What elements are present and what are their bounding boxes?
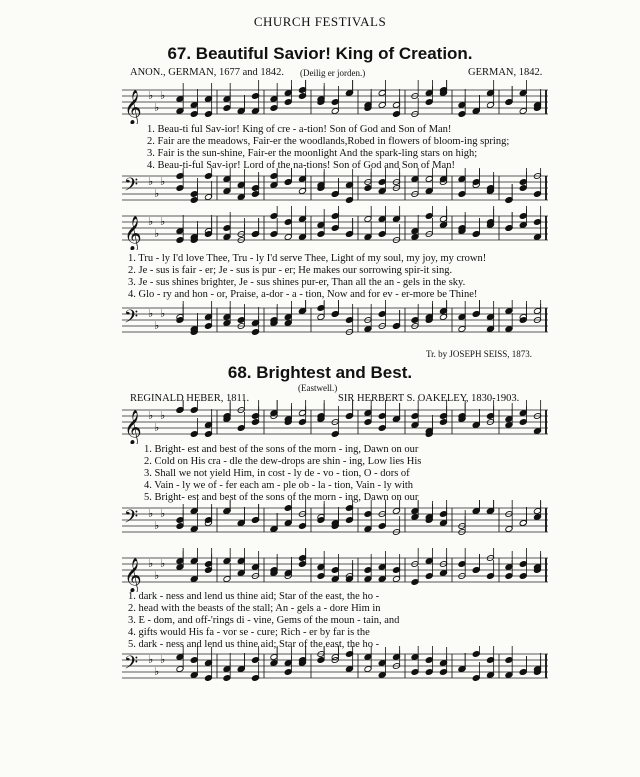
lyric-line: 2. head with the beasts of the stall; An - gels a - dore Him in [128, 603, 381, 614]
lyric-line: 4. gifts would His fa - vor se - cure; Rich - er by far is the [128, 627, 370, 638]
hymn-67-treble-staff-2 [118, 206, 550, 250]
hymn-68-title: 68. Brightest and Best. [227, 363, 413, 382]
hymn-67-composer: GERMAN, 1842. [468, 67, 543, 78]
flat-icon: ♭ [160, 216, 166, 228]
bass-clef-icon: 𝄢 [124, 653, 139, 678]
hymn-67-system-2-lyrics [128, 253, 486, 301]
treble-clef-icon: 𝄞 [124, 410, 142, 444]
flat-icon: ♭ [148, 176, 154, 188]
hymn-67-bass-staff-2 [118, 300, 550, 344]
hymn-67-tune-note: (Deilig er jorden.) [300, 68, 366, 78]
hymn-68-system-1-lyrics [144, 444, 421, 504]
lyric-line: 3. Fair is the sun-shine, Fair-er the moonlight And the spark-ling stars on high; [147, 148, 478, 159]
flat-icon: ♭ [148, 216, 154, 228]
flat-icon: ♭ [160, 558, 166, 570]
hymn-68-treble-staff-2 [118, 548, 550, 592]
hymn-67-title: 67. Beautiful Savior! King of Creation. [167, 44, 473, 63]
flat-icon: ♭ [154, 666, 160, 678]
bass-clef-icon: 𝄢 [124, 175, 139, 200]
flat-icon: ♭ [160, 654, 166, 666]
hymn-68-bass-staff-2 [118, 646, 550, 690]
lyric-line: 4. Glo - ry and hon - or, Praise, a-dor - a - tion, Now and for ev - er-more be Thine! [128, 289, 478, 300]
hymn-68-author: REGINALD HEBER, 1811. [130, 393, 250, 404]
flat-icon: ♭ [148, 558, 154, 570]
bass-clef-icon: 𝄢 [124, 307, 139, 332]
hymn-68-treble-staff-1 [118, 400, 550, 444]
flat-icon: ♭ [148, 654, 154, 666]
lyric-line: 2. Je - sus is fair - er; Je - sus is pur - er; He makes our sorrowing spir-it sing. [128, 265, 453, 276]
section-header: CHURCH FESTIVALS [253, 14, 387, 29]
flat-icon: ♭ [148, 308, 154, 320]
flat-icon: ♭ [160, 176, 166, 188]
flat-icon: ♭ [154, 520, 160, 532]
hymn-68-bass-staff-1 [118, 500, 550, 544]
bass-clef-icon: 𝄢 [124, 507, 139, 532]
flat-icon: ♭ [154, 188, 160, 200]
flat-icon: ♭ [148, 508, 154, 520]
hymn-67-treble-staff-1 [118, 80, 550, 124]
flat-icon: ♭ [160, 410, 166, 422]
lyric-line: 5. dark - ness and lend us thine aid; Star of the east, the ho - [128, 639, 380, 650]
lyric-line: 3. Je - sus shines brighter, Je - sus shines pur-er, Than all the an - gels in the sky. [128, 277, 466, 288]
lyric-line: 5. Bright- est and best of the sons of the morn - ing, Dawn on our [144, 492, 419, 503]
flat-icon: ♭ [154, 570, 160, 582]
flat-icon: ♭ [160, 508, 166, 520]
flat-icon: ♭ [148, 90, 154, 102]
hymn-68-composer: SIR HERBERT S. OAKELEY, 1830-1903. [338, 393, 520, 404]
hymn-67-translator: Tr. by JOSEPH SEISS, 1873. [426, 349, 532, 359]
hymn-68-system-2-lyrics [128, 591, 399, 651]
hymn-67-system-1-lyrics [147, 124, 509, 172]
flat-icon: ♭ [154, 228, 160, 240]
lyric-line: 3. Shall we not yield Him, in cost - ly de - vo - tion, O - dors of [144, 468, 410, 479]
lyric-line: 1. Bright- est and best of the sons of the morn - ing, Dawn on our [144, 444, 419, 455]
lyric-line: 2. Cold on His cra - dle the dew-drops are shin - ing, Low lies His [144, 456, 422, 467]
treble-clef-icon: 𝄞 [124, 216, 142, 250]
flat-icon: ♭ [148, 410, 154, 422]
flat-icon: ♭ [154, 102, 160, 114]
lyric-line: 1. Beau-ti ful Sav-ior! King of cre - a-tion! Son of God and Son of Man! [147, 124, 452, 135]
flat-icon: ♭ [160, 308, 166, 320]
lyric-line: 4. Beau-ti-ful Sav-ior! Lord of the na-tions! Son of God and Son of Man! [147, 160, 455, 171]
hymn-67-author: ANON., GERMAN, 1677 and 1842. [130, 67, 284, 78]
flat-icon: ♭ [160, 90, 166, 102]
flat-icon: ♭ [154, 320, 160, 332]
lyric-line: 2. Fair are the meadows, Fair-er the woodlands,Robed in flowers of bloom-ing spring; [147, 136, 510, 147]
hymn-68-tune-note: (Eastwell.) [298, 383, 338, 393]
lyric-line: 4. Vain - ly we of - fer each am - ple ob - la - tion, Vain - ly with [144, 480, 414, 491]
treble-clef-icon: 𝄞 [124, 90, 142, 124]
flat-icon: ♭ [154, 422, 160, 434]
lyric-line: 1. dark - ness and lend us thine aid; Star of the east, the ho - [128, 591, 380, 602]
treble-clef-icon: 𝄞 [124, 558, 142, 592]
lyric-line: 1. Tru - ly I'd love Thee, Tru - ly I'd serve Thee, Light of my soul, my joy, my crown! [128, 253, 487, 264]
lyric-line: 3. E - dom, and off-'rings di - vine, Gems of the moun - tain, and [128, 615, 400, 626]
